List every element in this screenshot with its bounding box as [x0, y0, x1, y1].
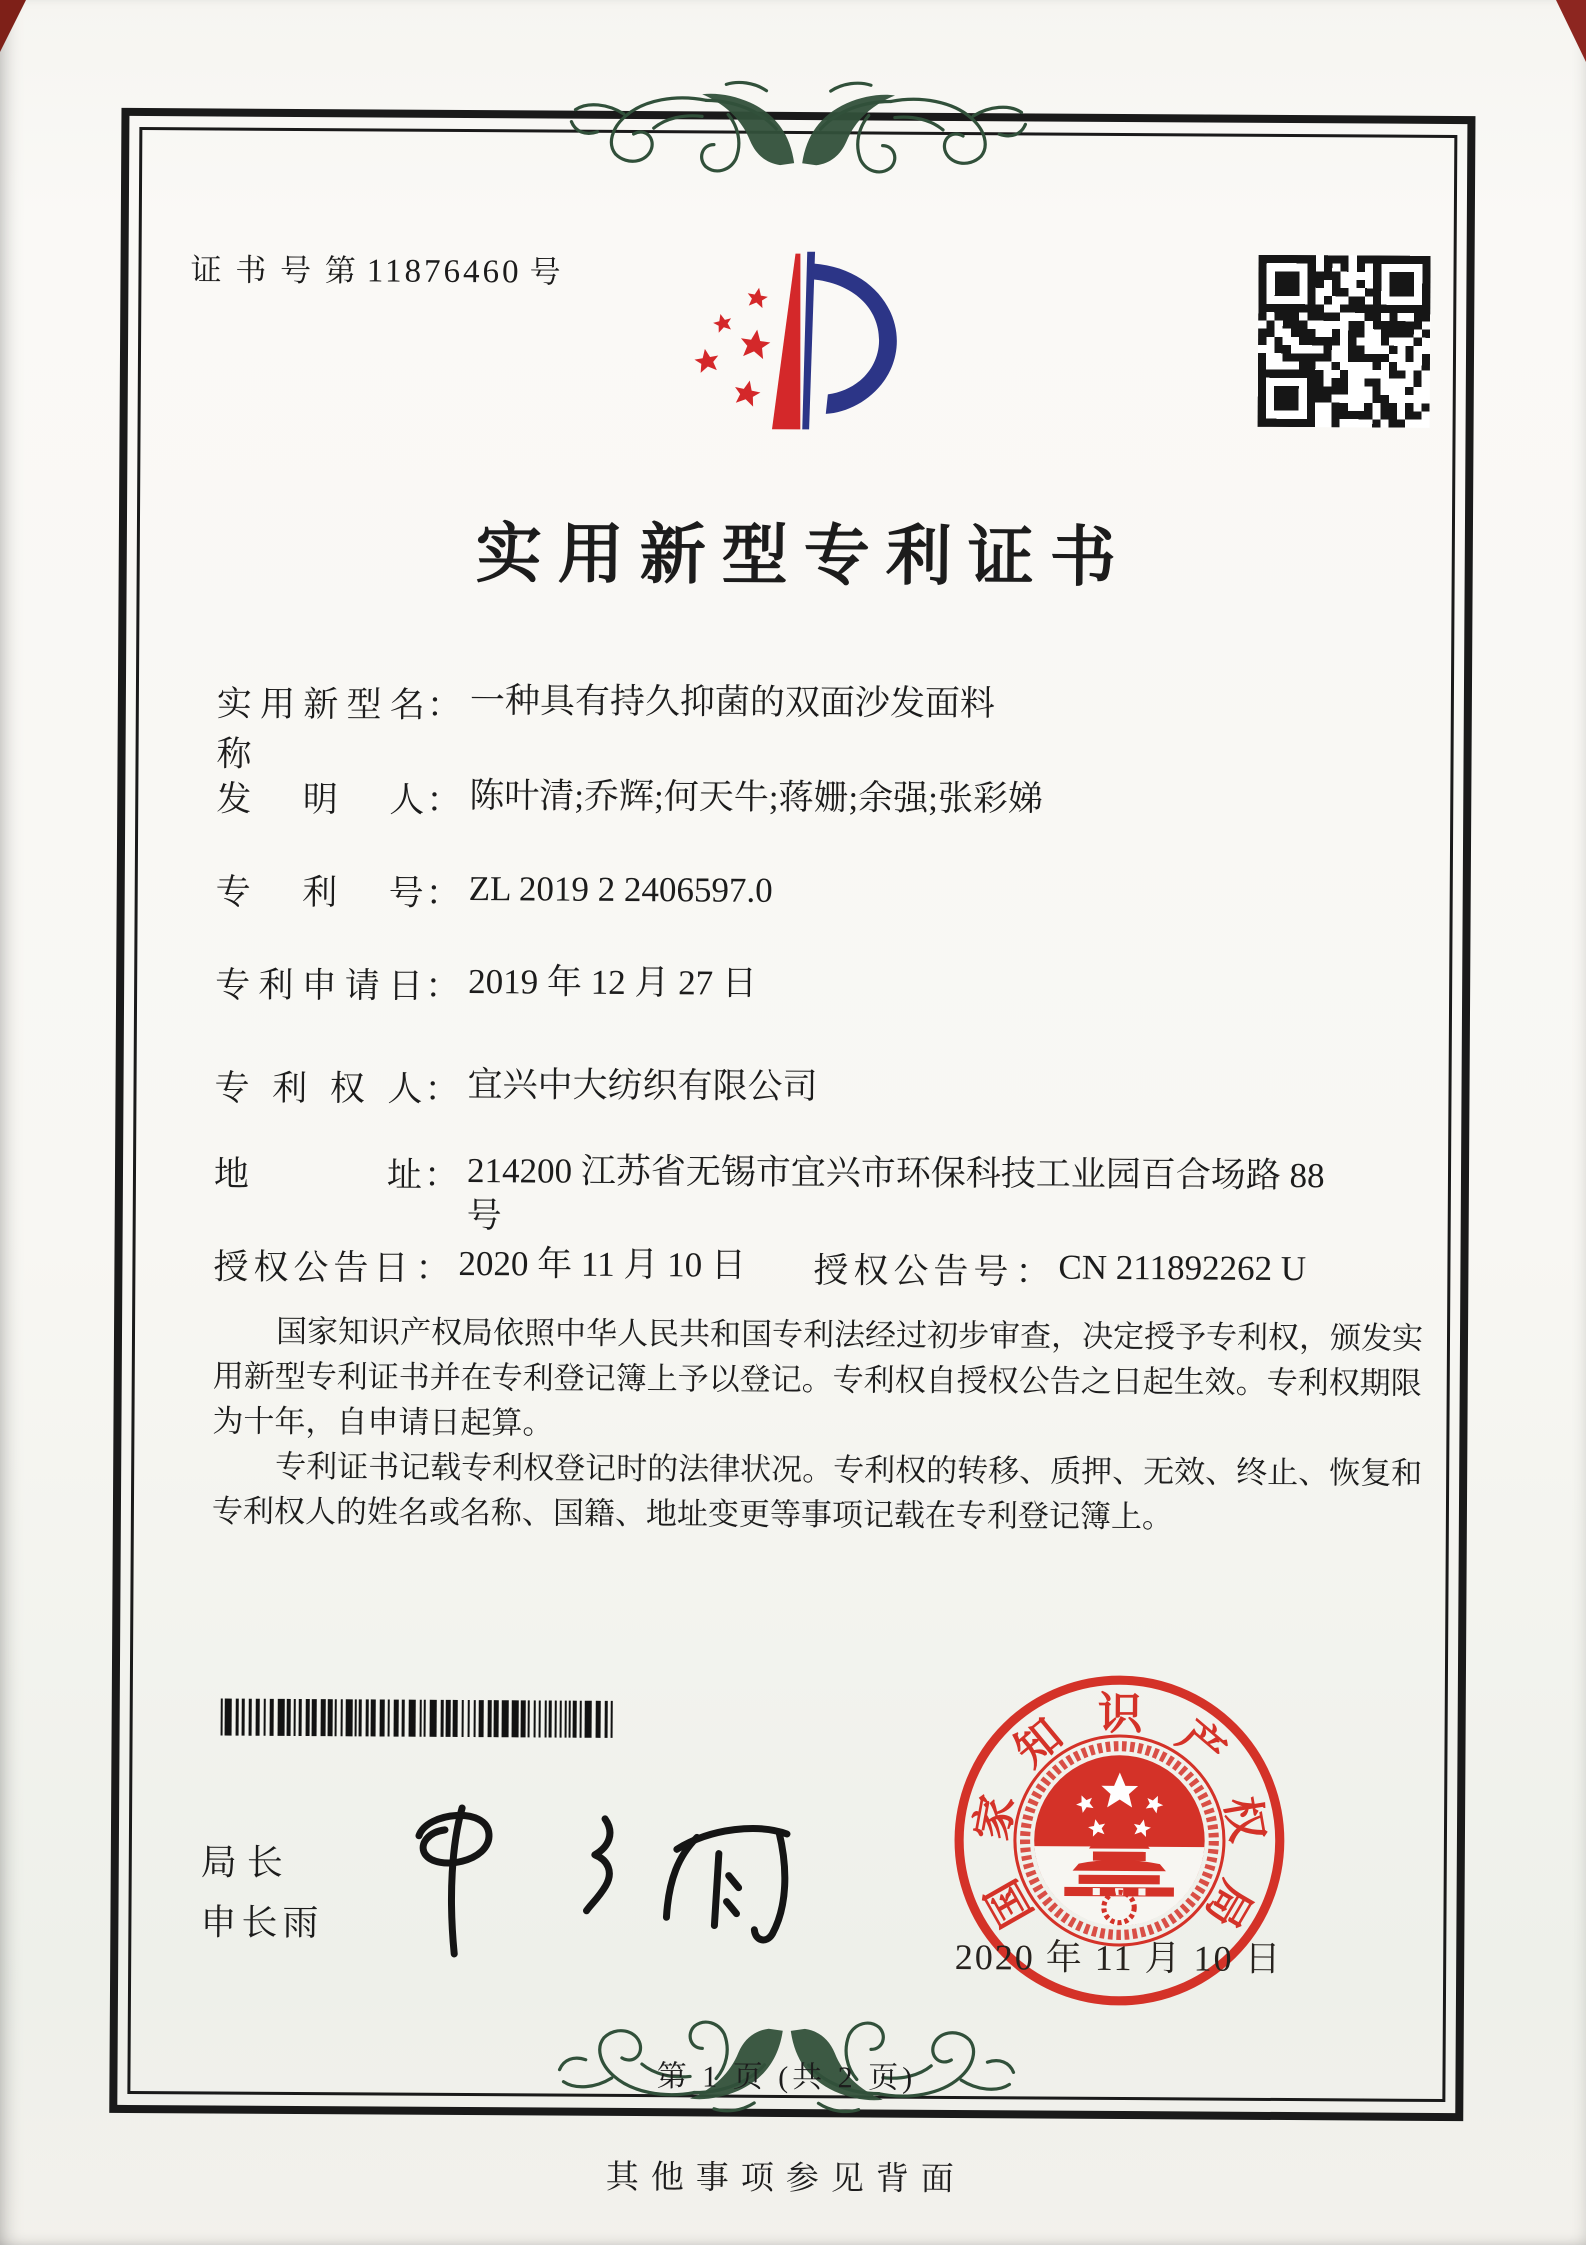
field-colon: ：: [425, 966, 461, 1006]
field-value: 2019 年 12 月 27 日: [468, 962, 758, 1003]
grant-date-label: 授权公告日: [213, 1247, 414, 1288]
svg-text:产: 产: [1168, 1710, 1235, 1778]
commissioner-name: 申长雨: [200, 1901, 324, 1944]
cnipa-patent-logo-icon: [659, 237, 922, 444]
legal-paragraph-2: 专利证书记载专利权登记时的法律状况。专利权的转移、质押、无效、终止、恢复和专利权人的姓名或名称、国籍、地址变更等事项记载在专利登记簿上。: [211, 1448, 1423, 1535]
seal-date: 2020 年 11 月 10 日: [954, 1937, 1283, 1980]
legal-text: [212, 1308, 1445, 1541]
commissioner-signature: [366, 1773, 827, 1966]
field-colon: ：: [423, 1155, 460, 1195]
seal-emblem-icon: [1014, 1735, 1224, 1945]
field-colon: ：: [426, 780, 462, 820]
field-colon: ：: [424, 1069, 460, 1109]
field-colon: ：: [425, 873, 461, 913]
legal-paragraph-1: 国家知识产权局依照中华人民共和国专利法经过初步审查，决定授予专利权，颁发实用新型专利证书并在专利登记簿上予以登记。专利权自授权公告之日起生效。专利权期限为十年，自申请日起算。: [212, 1313, 1424, 1441]
logo-blue-p: [802, 252, 897, 430]
field-label: 实用新型名称: [216, 684, 425, 774]
field-value: 宜兴中大纺织有限公司: [467, 1065, 818, 1107]
field-label: 专利申请日: [215, 965, 424, 1006]
svg-text:知: 知: [1005, 1709, 1072, 1777]
svg-text:家: 家: [966, 1791, 1024, 1845]
grant-number-value: CN 211892262 U: [1058, 1247, 1307, 1289]
field-label: 发明人: [216, 779, 425, 820]
grant-number-label: 授权公告号: [813, 1251, 1014, 1292]
field-label: 地址: [213, 1154, 423, 1195]
svg-text:权: 权: [1215, 1793, 1273, 1846]
field-value: 一种具有持久抑菌的双面沙发面料: [469, 681, 996, 724]
certificate-number-prefix: 证 书 号 第: [190, 252, 359, 289]
barcode: [221, 1699, 621, 1738]
svg-text:国: 国: [976, 1871, 1043, 1935]
field-colon: ：: [1015, 1252, 1051, 1292]
field-row-patent-number: [216, 864, 773, 917]
field-row-filing-date: [215, 957, 757, 1010]
field-row-patentee: [214, 1060, 817, 1114]
field-value: 214200 江苏省无锡市宜兴市环保科技工业园百合场路 88 号: [466, 1151, 1325, 1236]
certificate-number: [190, 244, 563, 291]
grant-date-value: 2020 年 11 月 10 日: [458, 1243, 747, 1285]
field-colon: ：: [415, 1248, 451, 1288]
field-label: 专利权人: [214, 1068, 423, 1109]
field-row-name: [216, 676, 995, 781]
grant-number-pair: [813, 1243, 1306, 1296]
certificate-number-value: 11876460: [366, 253, 522, 291]
commissioner-title: 局长: [200, 1841, 293, 1883]
field-value: ZL 2019 2 2406597.0: [468, 869, 773, 910]
field-colon: ：: [426, 685, 462, 725]
svg-text:识: 识: [1097, 1688, 1143, 1740]
field-row-grant: [213, 1239, 1403, 1296]
logo-stars-icon: [693, 286, 773, 408]
field-row-address: [214, 1146, 1325, 1243]
scroll-ornament-top-icon: [567, 69, 1030, 184]
logo-red-wedge: [772, 253, 801, 429]
svg-text:局: 局: [1195, 1872, 1262, 1937]
certificate-number-suffix: 号: [529, 254, 564, 290]
field-value: 陈叶清;乔辉;何天牛;蒋姗;余强;张彩娣: [469, 776, 1044, 819]
page-number: 第 1 页 (共 2 页): [656, 2060, 917, 2095]
field-label: 专利号: [215, 872, 424, 913]
page-title: 实用新型专利证书: [475, 518, 1132, 596]
back-note: 其他事项参见背面: [605, 2159, 966, 2199]
field-row-inventors: [216, 771, 1043, 826]
qr-code: [1258, 255, 1431, 428]
